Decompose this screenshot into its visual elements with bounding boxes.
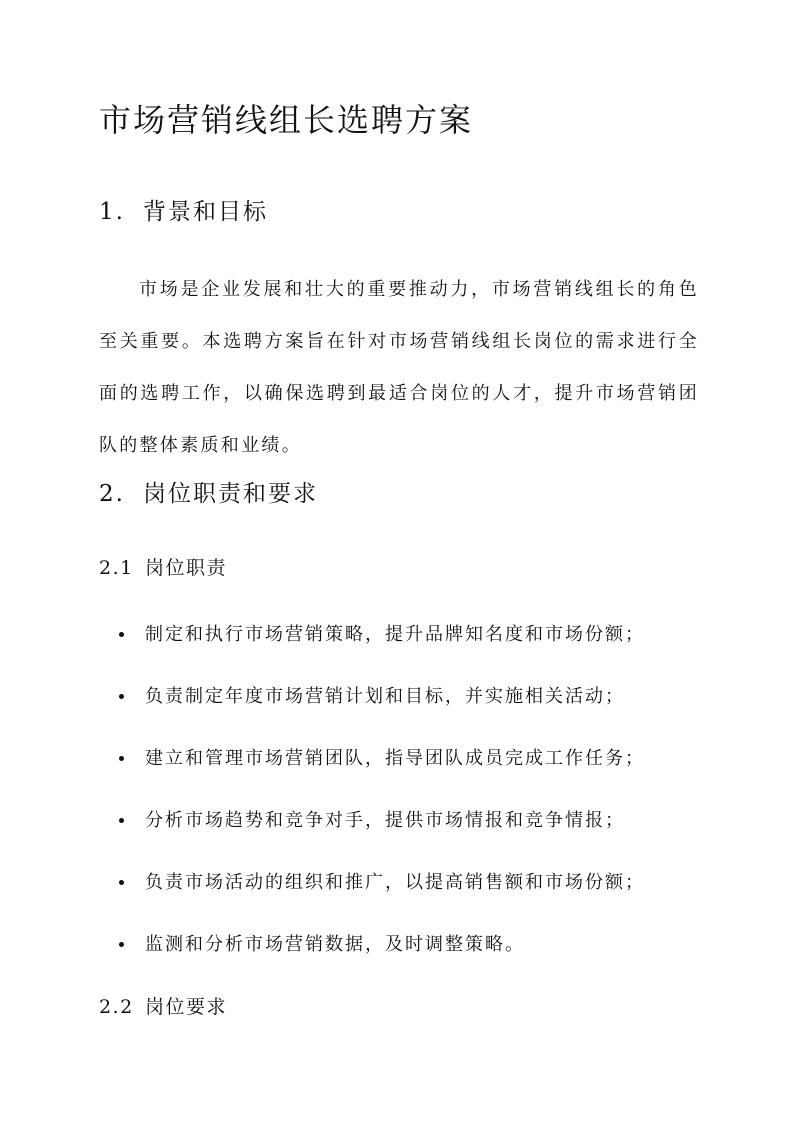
background-paragraph: 市场是企业发展和壮大的重要推动力，市场营销线组长的角色至关重要。本选聘方案旨在针对市场营销线组长岗位的需求进行全面的选聘工作，以确保选聘到最适合岗位的人才，提升市场营销团队的整体素质和业绩。 — [99, 279, 699, 456]
list-item — [99, 741, 645, 803]
subsection-number: 2.1 — [99, 557, 134, 579]
bullet-icon — [119, 632, 124, 637]
section-heading-background — [99, 196, 268, 228]
section-title: 背景和目标 — [143, 199, 268, 225]
list-item — [99, 617, 645, 679]
document-title: 市场营销线组长选聘方案 — [99, 101, 474, 139]
list-item-text: 监测和分析市场营销数据，及时调整策略。 — [145, 934, 525, 955]
section-number: 1. — [99, 199, 125, 225]
section-title: 岗位职责和要求 — [143, 481, 318, 507]
bullet-icon — [119, 694, 124, 699]
list-item-text: 负责制定年度市场营销计划和目标，并实施相关活动； — [145, 686, 625, 707]
bullet-icon — [119, 756, 124, 761]
subsection-number: 2.2 — [99, 996, 134, 1018]
list-item — [99, 927, 645, 989]
section-heading-duties-requirements — [99, 478, 318, 510]
duties-list — [99, 617, 645, 989]
list-item-text: 分析市场趋势和竞争对手，提供市场情报和竞争情报； — [145, 810, 625, 831]
bullet-icon — [119, 818, 124, 823]
subsection-title: 岗位要求 — [145, 996, 228, 1018]
subsection-heading-requirements — [99, 993, 227, 1021]
bullet-icon — [119, 880, 124, 885]
list-item — [99, 679, 645, 741]
list-item-text: 建立和管理市场营销团队，指导团队成员完成工作任务； — [145, 748, 645, 769]
list-item — [99, 865, 645, 927]
list-item — [99, 803, 645, 865]
list-item-text: 负责市场活动的组织和推广，以提高销售额和市场份额； — [145, 872, 645, 893]
section-number: 2. — [99, 481, 125, 507]
bullet-icon — [119, 942, 124, 947]
list-item-text: 制定和执行市场营销策略，提升品牌知名度和市场份额； — [145, 624, 645, 645]
subsection-heading-duties — [99, 554, 227, 582]
subsection-title: 岗位职责 — [145, 557, 228, 579]
